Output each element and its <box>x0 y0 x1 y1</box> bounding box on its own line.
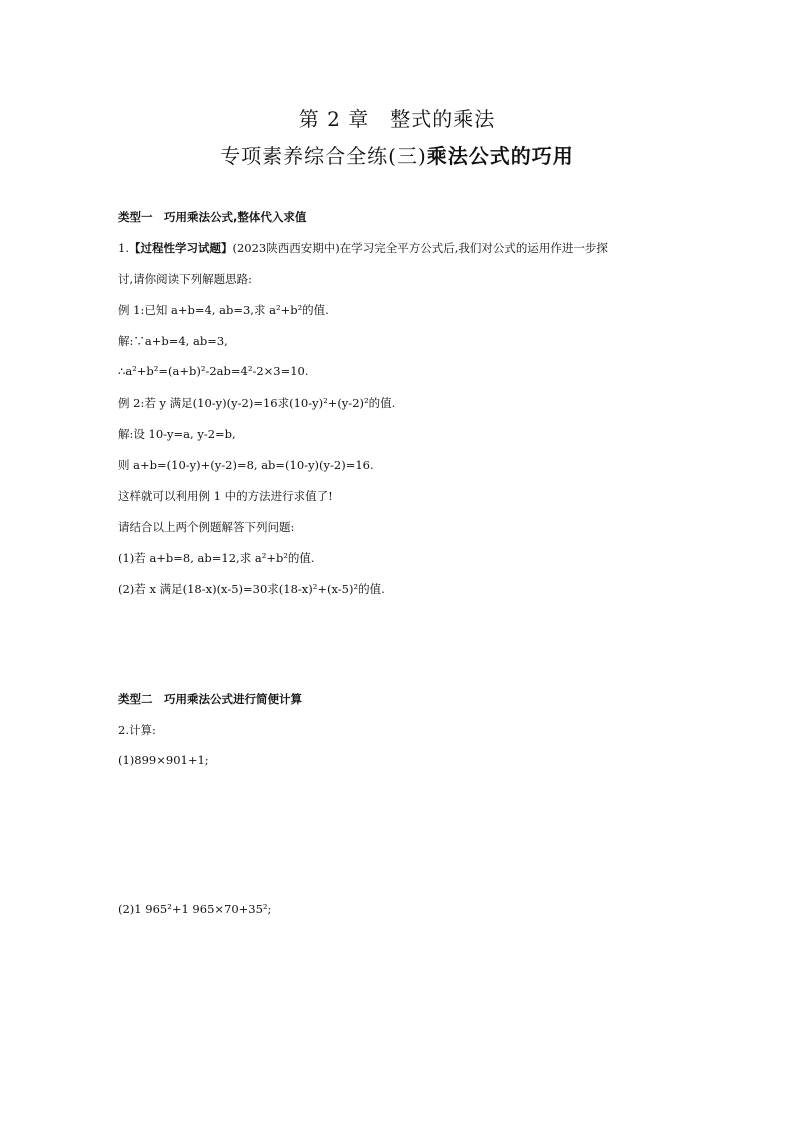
example-two-solution-line-three: 这样就可以利用例 1 中的方法进行求值了! <box>118 489 333 503</box>
question-one-part-two: (2)若 x 满足(18-x)(x-5)=30求(18-x)²+(x-5)²的值. <box>118 582 385 596</box>
question-one-line-one <box>118 240 608 256</box>
example-two-solution-line-two: 则 a+b=(10-y)+(y-2)=8, ab=(10-y)(y-2)=16. <box>118 458 374 472</box>
example-two-solution-line-one: 解:设 10-y=a, y-2=b, <box>118 427 236 441</box>
section-one-heading: 类型一 巧用乘法公式,整体代入求值 <box>118 210 307 224</box>
instruction-prompt: 请结合以上两个例题解答下列问题: <box>118 520 295 534</box>
question-one-part-one: (1)若 a+b=8, ab=12,求 a²+b²的值. <box>118 551 315 565</box>
question-one-line-two: 讨,请你阅读下列解题思路: <box>118 272 253 286</box>
question-two-part-two: (2)1 965²+1 965×70+35²; <box>118 902 272 916</box>
question-one-source: (2023陕西西安期中)在学习完全平方公式后,我们对公式的运用作进一步探 <box>232 241 608 255</box>
example-one-solution-line-two: ∴a²+b²=(a+b)²-2ab=4²-2×3=10. <box>118 364 309 378</box>
section-two-heading: 类型二 巧用乘法公式进行简便计算 <box>118 692 302 706</box>
example-two: 例 2:若 y 满足(10-y)(y-2)=16求(10-y)²+(y-2)²的值. <box>118 396 396 410</box>
subtitle-bold: 乘法公式的巧用 <box>426 144 574 168</box>
example-one: 例 1:已知 a+b=4, ab=3,求 a²+b²的值. <box>118 303 329 317</box>
question-two-heading: 2.计算: <box>118 723 156 737</box>
question-two-part-one: (1)899×901+1; <box>118 753 209 767</box>
example-one-solution-line-one: 解:∵a+b=4, ab=3, <box>118 334 228 348</box>
question-one-tag: 【过程性学习试题】 <box>128 241 233 255</box>
question-one-number: 1. <box>118 241 129 255</box>
chapter-title: 第 2 章 整式的乘法 <box>298 107 496 131</box>
worksheet-subtitle <box>0 140 794 169</box>
subtitle-plain: 专项素养综合全练(三) <box>220 144 427 168</box>
